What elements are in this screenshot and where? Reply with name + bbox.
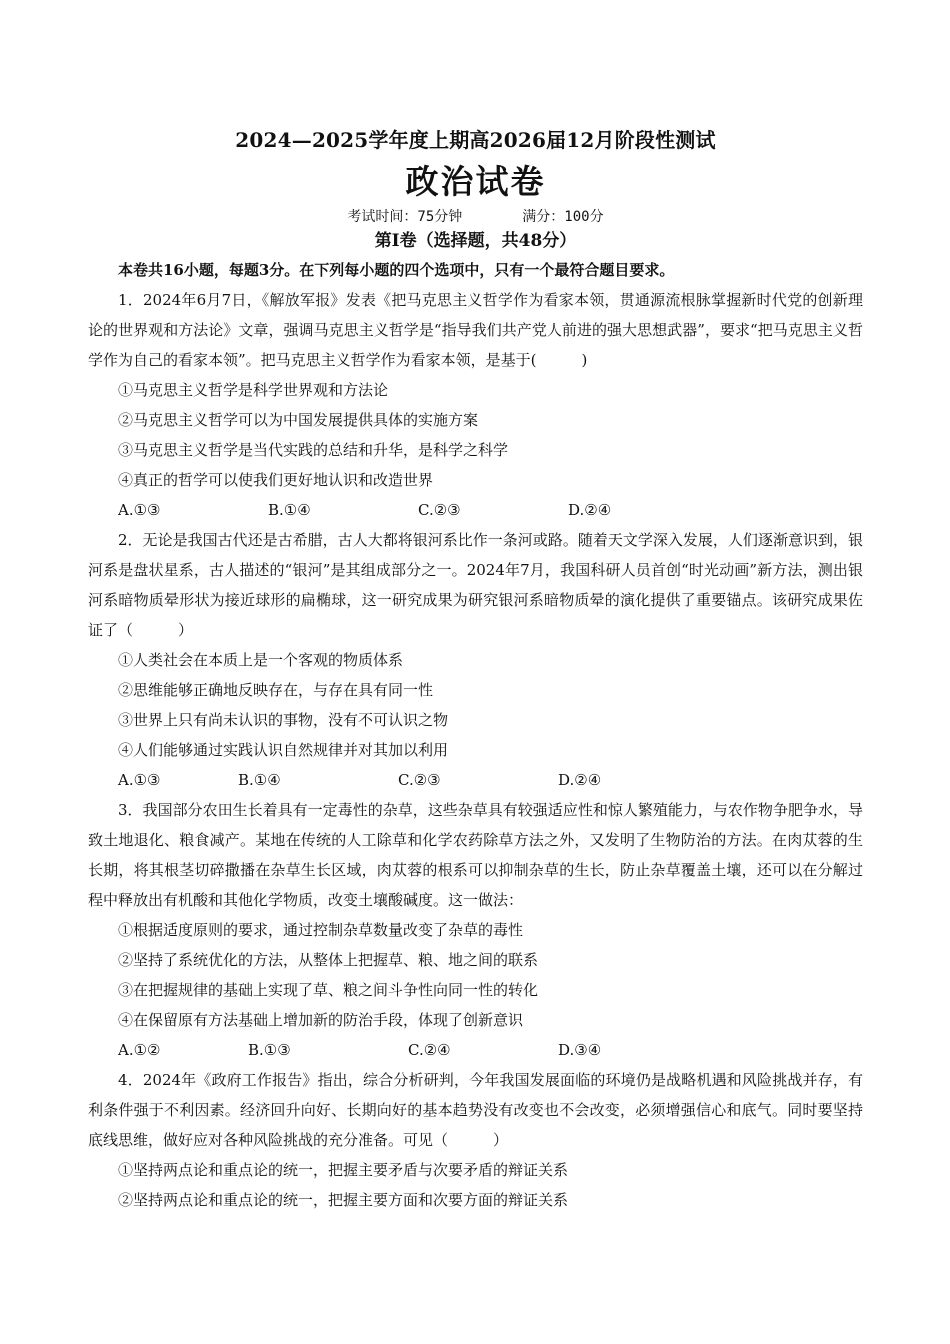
option-b: B.①③ — [248, 1041, 291, 1059]
statement: ④真正的哲学可以使我们更好地认识和改造世界 — [118, 471, 434, 489]
statement: ②思维能够正确地反映存在，与存在具有同一性 — [118, 681, 434, 699]
question-3 — [88, 795, 863, 1065]
answer-options — [88, 765, 863, 795]
exam-subtitle: 2024—2025学年度上期高2026届12月阶段性测试 — [235, 128, 716, 152]
section-instruction: 本卷共16小题，每题3分。在下列每小题的四个选项中，只有一个最符合题目要求。 — [118, 261, 675, 279]
exam-title: 政治试卷 — [405, 162, 546, 201]
option-b: B.①④ — [238, 771, 281, 789]
option-d: D.②④ — [568, 501, 612, 519]
statement: ①马克思主义哲学是科学世界观和方法论 — [118, 381, 389, 399]
statement: ①根据适度原则的要求，通过控制杂草数量改变了杂草的毒性 — [118, 921, 524, 939]
option-d: D.②④ — [558, 771, 602, 789]
option-a: A.①③ — [118, 771, 161, 789]
full-score: 满分：100分 — [522, 209, 604, 225]
statement: ③马克思主义哲学是当代实践的总结和升华，是科学之科学 — [118, 441, 509, 459]
option-a: A.①② — [118, 1041, 161, 1059]
option-c: C.②③ — [398, 771, 441, 789]
statement: ④人们能够通过实践认识自然规律并对其加以利用 — [118, 741, 449, 759]
statement: ②坚持了系统优化的方法，从整体上把握草、粮、地之间的联系 — [118, 951, 539, 969]
question-1 — [88, 285, 863, 525]
option-d: D.③④ — [558, 1041, 602, 1059]
option-c: C.②③ — [418, 501, 461, 519]
answer-options — [88, 495, 863, 525]
exam-time: 考试时间：75分钟 — [347, 209, 463, 225]
question-2 — [88, 525, 863, 795]
exam-page — [88, 125, 863, 1215]
section-title: 第Ⅰ卷（选择题，共48分） — [374, 231, 577, 251]
question-stem: 4．2024年《政府工作报告》指出，综合分析研判，今年我国发展面临的环境仍是战略机遇和风险挑战并存，有利条件强于不利因素。经济回升向好、长期向好的基本趋势没有改变也不会改变，必须增强信心和底气。同时要坚持底线思维，做好应对各种风险挑战的充分准备。可见（ ） — [88, 1071, 863, 1149]
statement: ②马克思主义哲学可以为中国发展提供具体的实施方案 — [118, 411, 479, 429]
question-stem: 2．无论是我国古代还是古希腊，古人大都将银河系比作一条河或路。随着天文学深入发展，人们逐渐意识到，银河系是盘状星系，古人描述的“银河”是其组成部分之一。2024年7月，我国科研人员首创“时光动画”新方法，测出银河系暗物质晕形状为接近球形的扁椭球，这一研究成果为研究银河系暗物质晕的演化提供了重要锚点。该研究成果佐证了（ ） — [88, 531, 863, 639]
option-b: B.①④ — [268, 501, 311, 519]
option-a: A.①③ — [118, 501, 161, 519]
statement: ①人类社会在本质上是一个客观的物质体系 — [118, 651, 404, 669]
question-4 — [88, 1065, 863, 1215]
question-stem: 3．我国部分农田生长着具有一定毒性的杂草，这些杂草具有较强适应性和惊人繁殖能力，与农作物争肥争水，导致土地退化、粮食减产。某地在传统的人工除草和化学农药除草方法之外，又发明了生物防治的方法。在肉苁蓉的生长期，将其根茎切碎撒播在杂草生长区域，肉苁蓉的根系可以抑制杂草的生长，防止杂草覆盖土壤，还可以在分解过程中释放出有机酸和其他化学物质，改变土壤酸碱度。这一做法： — [88, 801, 863, 909]
answer-options — [88, 1035, 863, 1065]
statement: ③世界上只有尚未认识的事物，没有不可认识之物 — [118, 711, 449, 729]
statement: ①坚持两点论和重点论的统一，把握主要矛盾与次要矛盾的辩证关系 — [118, 1161, 569, 1179]
statement: ③在把握规律的基础上实现了草、粮之间斗争性向同一性的转化 — [118, 981, 539, 999]
exam-meta — [88, 207, 863, 227]
statement: ④在保留原有方法基础上增加新的防治手段，体现了创新意识 — [118, 1011, 524, 1029]
question-stem: 1．2024年6月7日，《解放军报》发表《把马克思主义哲学作为看家本领，贯通源流根脉掌握新时代党的创新理论的世界观和方法论》文章，强调马克思主义哲学是“指导我们共产党人前进的强大思想武器”，要求“把马克思主义哲学作为自己的看家本领”。把马克思主义哲学作为看家本领，是基于( ) — [88, 291, 863, 369]
statement: ②坚持两点论和重点论的统一，把握主要方面和次要方面的辩证关系 — [118, 1191, 569, 1209]
option-c: C.②④ — [408, 1041, 451, 1059]
